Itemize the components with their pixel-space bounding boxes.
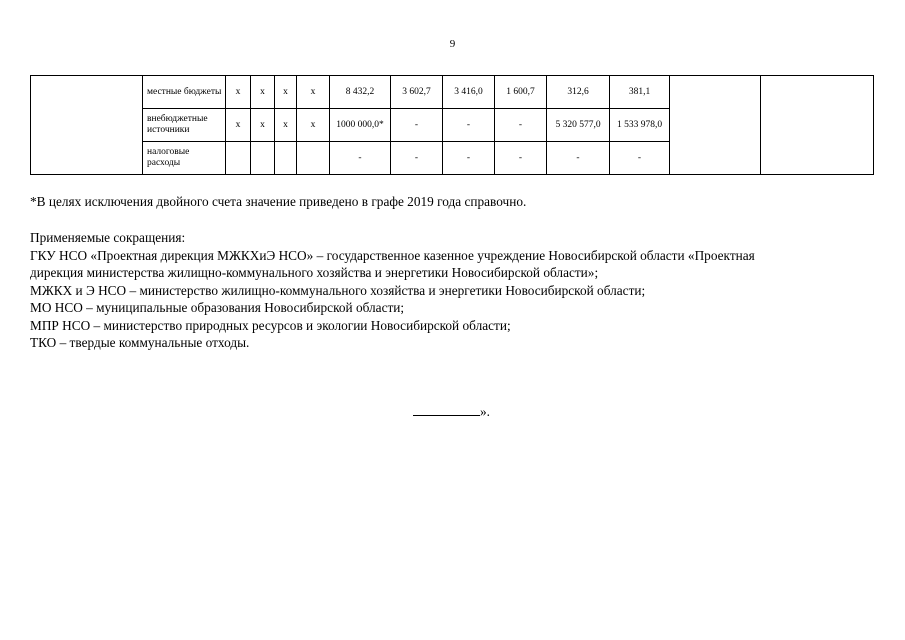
- table-cell: [275, 142, 297, 175]
- abbreviation-line: МО НСО – муниципальные образования Новосибирской области;: [30, 300, 405, 315]
- table-cell: х: [251, 109, 275, 142]
- abbreviation-line: МПР НСО – министерство природных ресурсов и экологии Новосибирской области;: [30, 317, 511, 333]
- table-cell: х: [275, 109, 297, 142]
- table-cell: 1000 000,0*: [330, 109, 391, 142]
- closing-mark: [413, 403, 490, 420]
- merged-empty-cell: [31, 76, 143, 175]
- page-number: 9: [449, 38, 456, 50]
- table-row: [31, 76, 874, 109]
- table-cell: [297, 142, 330, 175]
- abbreviation-line: МЖКХ и Э НСО – министерство жилищно-коммунального хозяйства и энергетики Новосибирской области;: [30, 282, 646, 298]
- table-cell: -: [443, 109, 495, 142]
- abbreviation-line: дирекция министерства жилищно-коммунального хозяйства и энергетики Новосибирской области»;: [30, 265, 599, 280]
- table-cell: [226, 142, 251, 175]
- table-cell: х: [226, 109, 251, 142]
- table-cell: -: [547, 142, 610, 175]
- abbreviation-line: ТКО – твердые коммунальные отходы.: [30, 335, 250, 350]
- footnote: *В целях исключения двойного счета значение приведено в графе 2019 года справочно.: [30, 194, 527, 209]
- blank-line: [413, 403, 480, 416]
- table-cell: -: [610, 142, 670, 175]
- table-cell: х: [297, 109, 330, 142]
- table-cell: 1 600,7: [495, 76, 547, 109]
- budget-table: [30, 75, 874, 175]
- table-cell: -: [330, 142, 391, 175]
- row-label: налоговые расходы: [143, 142, 226, 175]
- merged-empty-cell: [761, 76, 874, 175]
- table-cell: х: [226, 76, 251, 109]
- table-cell: 5 320 577,0: [547, 109, 610, 142]
- abbreviations-section: [30, 229, 880, 352]
- table-cell: [251, 142, 275, 175]
- table-cell: -: [391, 109, 443, 142]
- abbreviation-line: ГКУ НСО «Проектная дирекция МЖКХиЭ НСО» – государственное казенное учреждение Новосибирской области «Проектная: [30, 247, 755, 263]
- table-cell: -: [391, 142, 443, 175]
- closing-quote: ».: [480, 404, 490, 419]
- table-cell: 8 432,2: [330, 76, 391, 109]
- table-cell: х: [297, 76, 330, 109]
- table-cell: 312,6: [547, 76, 610, 109]
- table-cell: 3 602,7: [391, 76, 443, 109]
- table-cell: 3 416,0: [443, 76, 495, 109]
- row-label: внебюджетные источники: [143, 109, 226, 142]
- table-cell: 381,1: [610, 76, 670, 109]
- table-cell: -: [443, 142, 495, 175]
- table-cell: 1 533 978,0: [610, 109, 670, 142]
- table-cell: х: [251, 76, 275, 109]
- row-label: местные бюджеты: [143, 76, 226, 109]
- table-cell: -: [495, 142, 547, 175]
- merged-empty-cell: [670, 76, 761, 175]
- table-cell: -: [495, 109, 547, 142]
- table-cell: х: [275, 76, 297, 109]
- abbreviations-heading: Применяемые сокращения:: [30, 230, 186, 245]
